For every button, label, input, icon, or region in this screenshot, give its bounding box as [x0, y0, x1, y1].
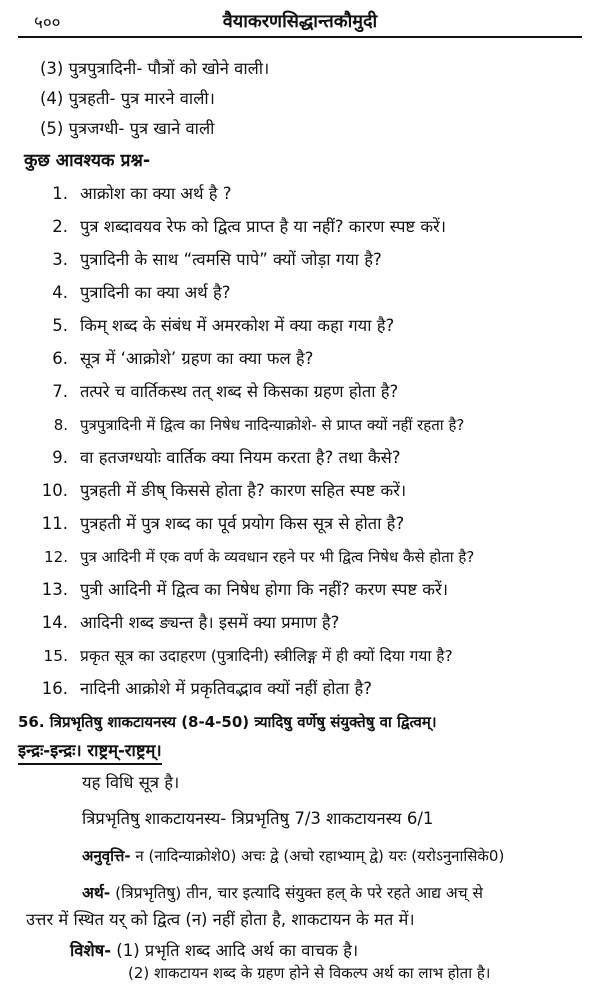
sutra-title: 56. त्रिप्रभृतिषु शाकटायनस्य (8-4-50) त्र्यादिषु वर्णेषु संयुक्तेषु वा द्वित्वम्। [18, 713, 437, 731]
questions-heading: कुछ आवश्यक प्रश्न- [24, 151, 151, 171]
question-item [38, 645, 453, 667]
question-item [38, 381, 398, 403]
question-number: 12. [44, 548, 68, 566]
question-text: सूत्र में ‘आक्रोशे’ ग्रहण का क्या फल है? [80, 349, 314, 368]
sutra-example-wrap [18, 740, 162, 762]
question-item [38, 348, 313, 370]
vidhi-line: यह विधि सूत्र है। [82, 773, 180, 792]
question-number: 16. [41, 679, 68, 698]
question-text: पुत्रपुत्रादिनी में द्वित्व का निषेध नादिन्याक्रोशे- से प्राप्त क्यों नहीं रहता है? [80, 416, 465, 434]
artha-continuation: उत्तर में स्थित यर् को द्वित्व (न) नहीं होता है, शाकटायन के मत में। [26, 910, 415, 929]
vishesh-text-1: (1) प्रभृति शब्द आदि अर्थ का वाचक है। [111, 941, 359, 960]
question-number: 5. [52, 316, 68, 335]
question-number: 3. [52, 250, 68, 269]
question-number: 8. [53, 416, 68, 434]
question-number: 4. [52, 283, 68, 302]
question-number: 13. [41, 580, 68, 599]
question-text: पुत्रहती में पुत्र शब्द का पूर्व प्रयोग किस सूत्र से होता है? [80, 514, 405, 533]
question-text: तत्परे च वार्तिकस्थ तत् शब्द से किसका ग्रहण होता है? [80, 382, 399, 401]
question-text: पुत्री आदिनी में द्वित्व का निषेध होगा कि नहीं? करण स्पष्ट करें। [80, 580, 448, 599]
question-item [38, 216, 446, 238]
question-number: 6. [52, 349, 68, 368]
artha-label: अर्थ- [82, 884, 111, 902]
example-line: (5) पुत्रजग्धी- पुत्र खाने वाली [40, 119, 215, 138]
question-text: पुत्रहती में ङीष् किससे होता है? कारण सहित स्पष्ट करें। [80, 481, 407, 500]
question-text: पुत्रादिनी के साथ “त्वमसि पापे” क्यों जोड़ा गया है? [80, 250, 382, 269]
question-item [38, 249, 382, 271]
anuvritti-label: अनुवृत्ति- [82, 847, 131, 865]
question-number: 11. [41, 514, 68, 533]
question-item [38, 612, 339, 634]
question-item [38, 546, 474, 568]
question-item [38, 183, 232, 205]
question-text: पुत्र आदिनी में एक वर्ण के व्यवधान रहने पर भी द्वित्व निषेध कैसे होता है? [80, 548, 475, 566]
page-number: ५०० [34, 13, 61, 33]
question-text: पुत्रादिनी का क्या अर्थ है? [80, 283, 231, 302]
question-number: 7. [52, 382, 68, 401]
question-number: 14. [41, 613, 68, 632]
question-item [38, 282, 230, 304]
question-number: 15. [43, 647, 68, 665]
question-text: आक्रोश का क्या अर्थ है ? [80, 184, 232, 203]
sutra-example: इन्द्रः-इन्द्रः। राष्ट्रम्-राष्ट्रम्। [18, 741, 162, 765]
anuvritti-text: न (नादिन्याक्रोशे0) अचः द्वे (अचो रहाभ्याम् द्वे) यरः (यरोऽनुनासिके0) [130, 847, 505, 865]
example-line: (4) पुत्रहती- पुत्र मारने वाली। [40, 89, 215, 108]
header-rule [18, 36, 582, 38]
question-number: 9. [52, 448, 68, 467]
vishesh-label: विशेष- [70, 941, 112, 960]
example-line: (3) पुत्रपुत्रादिनी- पौत्रों को खोने वाली। [40, 59, 270, 78]
padaccheda-line: त्रिप्रभृतिषु शाकटायनस्य- त्रिप्रभृतिषु 7/3 शाकटायनस्य 6/1 [82, 809, 434, 828]
question-item [38, 414, 464, 436]
artha-line [82, 882, 483, 904]
question-number: 1. [52, 184, 68, 203]
question-item [38, 678, 372, 700]
question-number: 2. [52, 217, 68, 236]
question-number: 10. [41, 481, 68, 500]
question-item [38, 579, 448, 601]
question-text: वा हतजग्धयोः वार्तिक क्या नियम करता है? तथा कैसे? [80, 448, 401, 467]
anuvritti-line [82, 845, 504, 867]
question-item [38, 315, 394, 337]
running-title: वैयाकरणसिद्धान्तकौमुदी [222, 11, 378, 32]
question-item [38, 513, 404, 535]
question-item [38, 447, 401, 469]
question-text: पुत्र शब्दावयव रेफ को द्वित्व प्राप्त है या नहीं? कारण स्पष्ट करें। [80, 217, 446, 236]
vishesh-line [70, 940, 358, 962]
question-text: आदिनी शब्द ङ्यन्त है। इसमें क्या प्रमाण है? [80, 613, 340, 632]
question-text: किम् शब्द के संबंध में अमरकोश में क्या कहा गया है? [80, 316, 395, 335]
page-header [18, 4, 582, 34]
vishesh-line-2: (2) शाकटायन शब्द के ग्रहण होने से विकल्प अर्थ का लाभ होता है। [128, 964, 491, 982]
question-text: प्रकृत सूत्र का उदाहरण (पुत्रादिनी) स्त्रीलिङ्ग में ही क्यों दिया गया है? [80, 647, 453, 665]
question-text: नादिनी आक्रोशे में प्रकृतिवद्भाव क्यों नहीं होता है? [80, 679, 372, 698]
question-item [38, 480, 406, 502]
artha-text: (त्रिप्रभृतिषु) तीन, चार इत्यादि संयुक्त हल् के परे रहते आद्य अच् से [110, 884, 484, 902]
